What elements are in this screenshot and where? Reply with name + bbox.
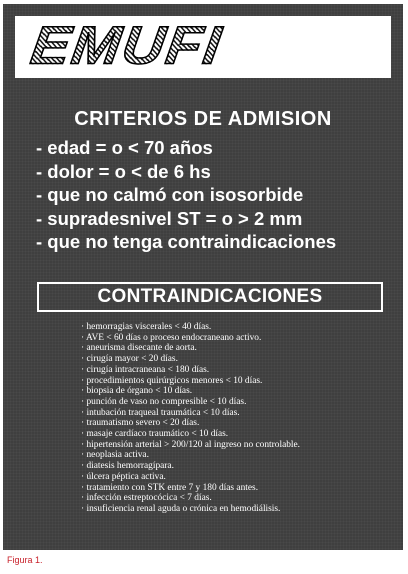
figure-caption: Figura 1. <box>7 555 43 565</box>
contraindication-item: · intubación traqueal traumática < 10 días. <box>81 407 240 418</box>
contraindications-title: CONTRAINDICACIONES <box>97 286 323 307</box>
contraindication-item: · diatesis hemorragípara. <box>81 461 174 472</box>
contraindications-list <box>81 322 300 515</box>
criterion-item: - que no calmó con isosorbide <box>36 184 304 205</box>
contraindication-item: · traumatismo severo < 20 días. <box>81 418 200 429</box>
contraindication-item: · aneurisma disecante de aorta. <box>81 343 197 354</box>
contraindication-item: · hipertensión arterial > 200/120 al ingreso no controlable. <box>81 439 301 450</box>
contraindication-item: · AVE < 60 días o proceso endocraneano activo. <box>81 332 262 343</box>
contraindication-item: · punción de vaso no compresible < 10 días. <box>81 396 247 407</box>
contraindication-item: · insuficiencia renal aguda o crónica en hemodiálisis. <box>81 503 281 514</box>
contraindication-item: · infección estreptocócica < 7 días. <box>81 493 212 504</box>
contraindication-item: · úlcera péptica activa. <box>81 471 166 482</box>
logo-band <box>15 16 391 78</box>
contraindication-item: · neoplasia activa. <box>81 450 149 461</box>
contraindication-item: · cirugía mayor < 20 días. <box>81 354 178 365</box>
criterion-item: - que no tenga contraindicaciones <box>36 231 337 252</box>
contraindication-item: · biopsia de órgano < 10 días. <box>81 386 193 397</box>
criterion-item: - edad = o < 70 años <box>36 137 213 158</box>
contraindication-item: · procedimientos quirúrgicos menores < 10 días. <box>81 375 263 386</box>
poster <box>3 4 403 550</box>
criterion-item: - dolor = o < de 6 hs <box>36 160 211 182</box>
contraindication-item: · tratamiento con STK entre 7 y 180 días antes. <box>81 482 259 493</box>
contraindication-item: · masaje cardíaco traumático < 10 días. <box>81 429 229 440</box>
contraindication-item: · cirugía intracraneana < 180 días. <box>81 364 210 375</box>
criterion-item: - supradesnivel ST = o > 2 mm <box>36 207 303 229</box>
admission-criteria-list <box>36 136 336 254</box>
contraindications-title-box <box>37 282 383 312</box>
emufi-logo: EMUFI <box>27 15 227 76</box>
admission-criteria-title: CRITERIOS DE ADMISION <box>74 108 332 130</box>
contraindication-item: · hemorragias viscerales < 40 días. <box>81 322 212 332</box>
